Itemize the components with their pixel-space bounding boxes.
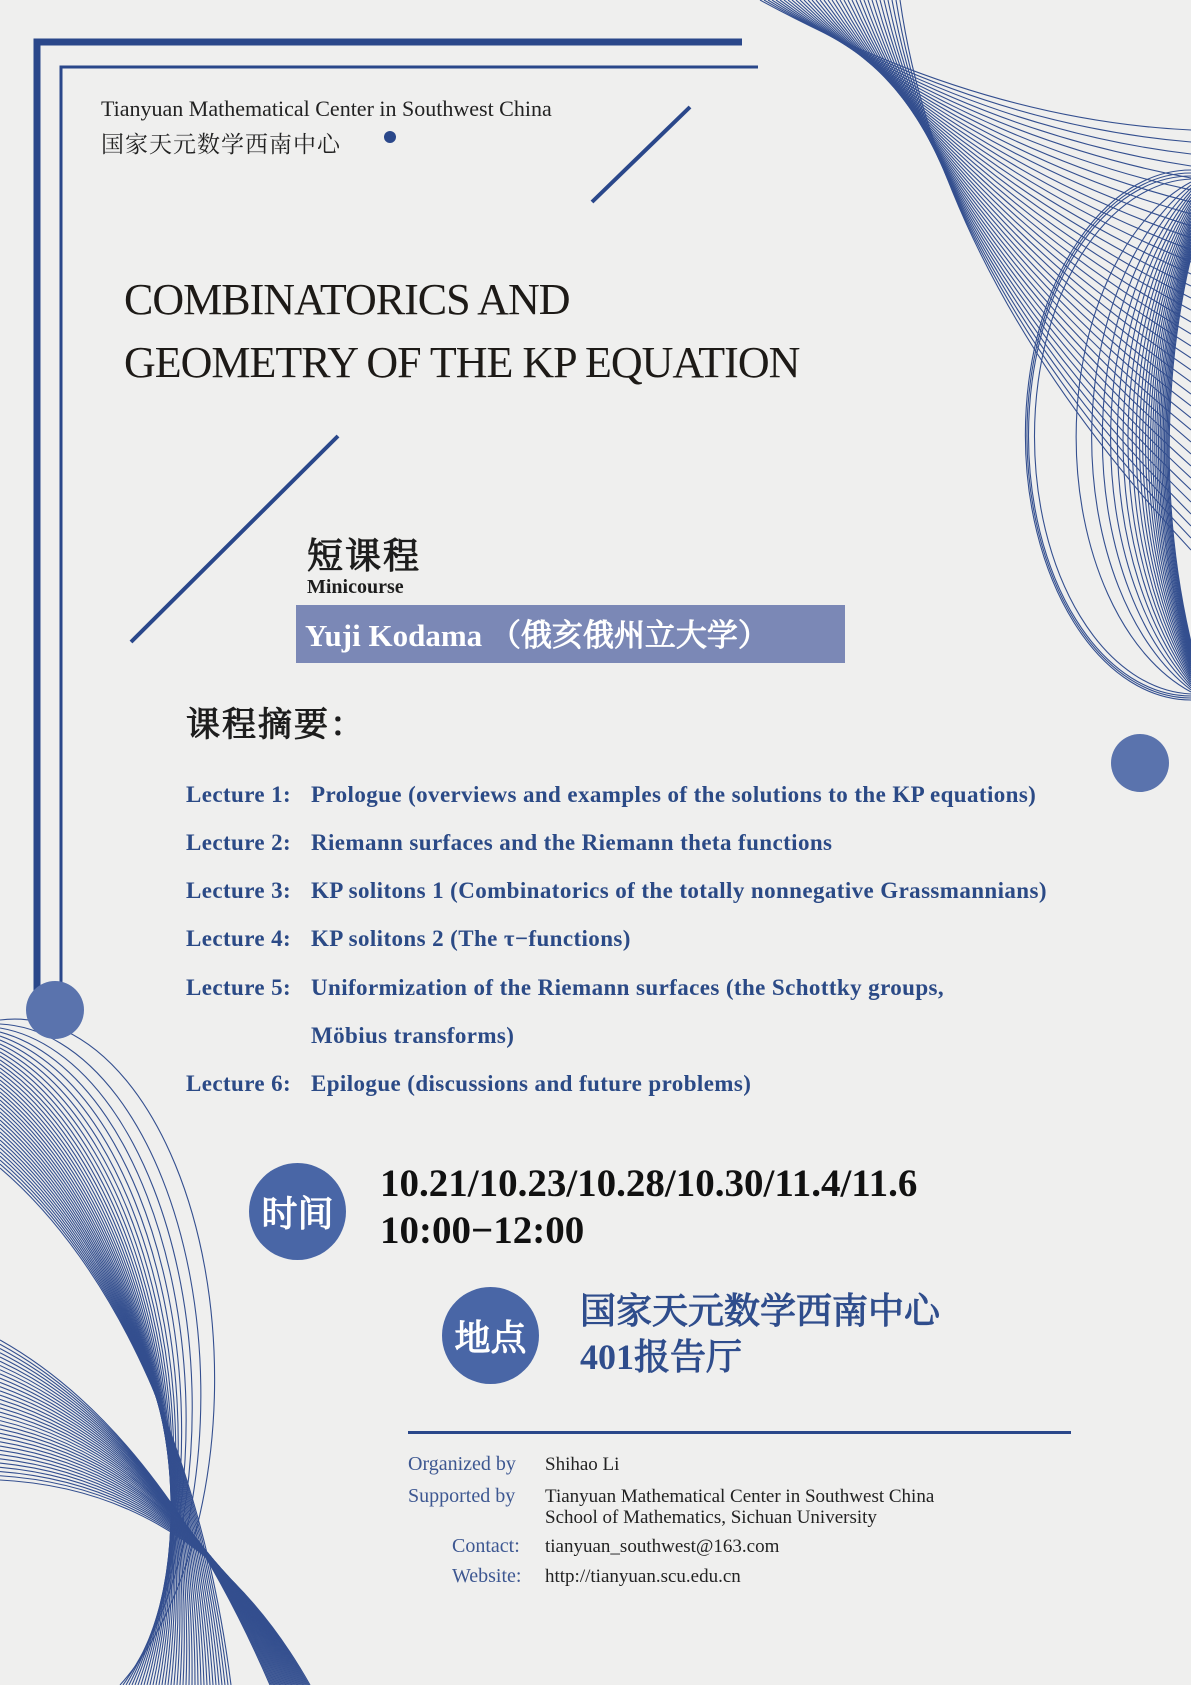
decorative-circle-left (26, 981, 84, 1039)
venue (580, 1288, 940, 1380)
supporter-2: School of Mathematics, Sichuan University (545, 1507, 877, 1528)
schedule-hours: 10:00−12:00 (380, 1209, 585, 1252)
lecture-item-continued: Möbius transforms) (311, 1023, 515, 1048)
frame-outer (37, 42, 742, 1000)
venue-line-2: 401报告厅 (580, 1337, 743, 1377)
course-type-zh: 短课程 (307, 536, 422, 576)
lecture-item: Lecture 2: Riemann surfaces and the Riemann theta functions (186, 830, 833, 855)
center-name-zh: 国家天元数学西南中心 (101, 132, 341, 157)
footer-divider (408, 1431, 1071, 1434)
organizer-name: Shihao Li (545, 1454, 620, 1475)
lecture-item: Lecture 5: Uniformization of the Riemann surfaces (the Schottky groups, (186, 975, 945, 1000)
organized-label: Organized by (408, 1453, 516, 1475)
schedule-dates: 10.21/10.23/10.28/10.30/11.4/11.6 (380, 1162, 918, 1205)
time-badge: 时间 (249, 1163, 346, 1260)
contact-email[interactable]: tianyuan_southwest@163.com (545, 1536, 780, 1557)
lecture-item: Lecture 3: KP solitons 1 (Combinatorics of the totally nonnegative Grassmannians) (186, 878, 1047, 903)
decorative-circle-right (1111, 734, 1169, 792)
place-badge: 地点 (442, 1287, 539, 1384)
lecture-item: Lecture 1: Prologue (overviews and examples of the solutions to the KP equations) (186, 782, 1037, 807)
venue-line-1: 国家天元数学西南中心 (580, 1291, 941, 1331)
supporter-1: Tianyuan Mathematical Center in Southwest China (545, 1486, 935, 1507)
title-line-1: COMBINATORICS AND (124, 275, 570, 324)
dot-icon (384, 131, 396, 143)
center-name-en: Tianyuan Mathematical Center in Southwest China (101, 96, 552, 121)
supported-label: Supported by (408, 1485, 516, 1507)
diagonal-accent-1 (592, 107, 690, 202)
website-label: Website: (452, 1565, 522, 1587)
schedule-time (380, 1160, 917, 1254)
title-line-2: GEOMETRY OF THE KP EQUATION (124, 338, 800, 387)
course-type-en: Minicourse (307, 576, 404, 598)
contact-label: Contact: (452, 1535, 520, 1557)
lecture-item: Lecture 4: KP solitons 2 (The τ−functions) (186, 926, 631, 951)
lecture-item: Lecture 6: Epilogue (discussions and future problems) (186, 1071, 752, 1096)
abstract-heading: 课程摘要： (186, 707, 366, 744)
poster-title (124, 268, 799, 394)
speaker-name: Yuji Kodama （俄亥俄州立大学） (305, 618, 769, 653)
website-link[interactable]: http://tianyuan.scu.edu.cn (545, 1566, 741, 1587)
